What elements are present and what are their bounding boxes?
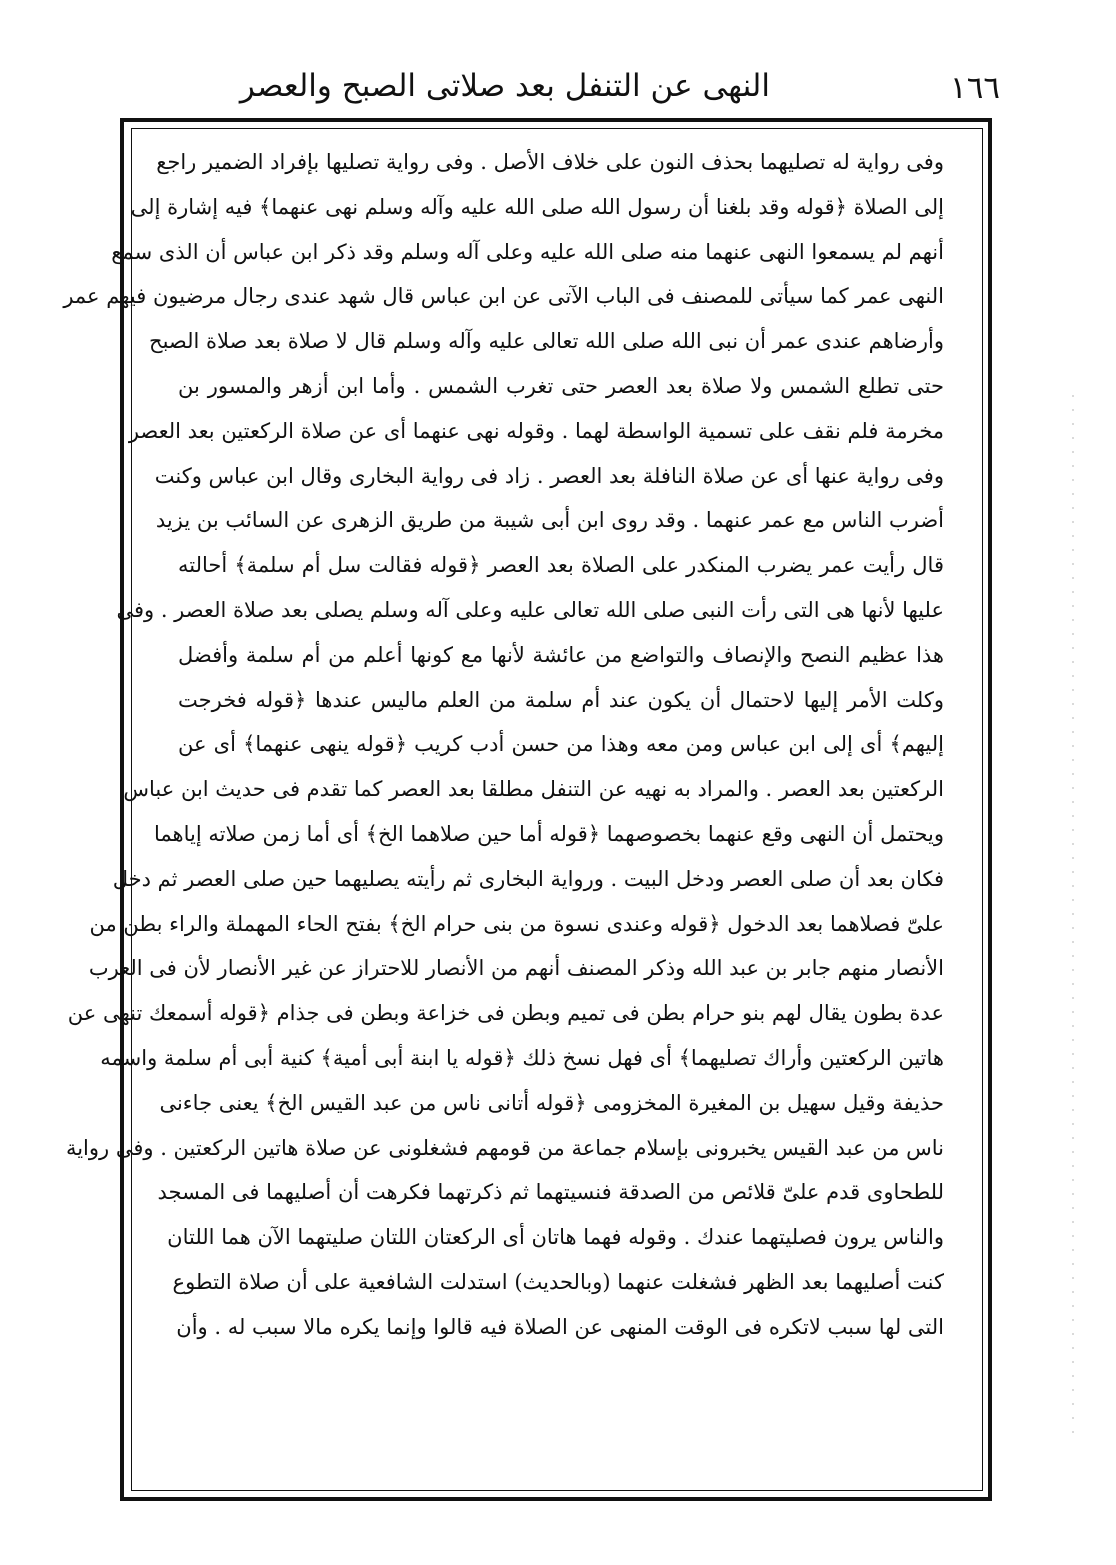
text-line: والناس يرون فصليتهما عندك . وقوله فهما هاتان أى الركعتان اللتان صليتهما الآن هما اللتان bbox=[167, 1225, 944, 1250]
text-line: ويحتمل أن النهى وقع عنهما بخصوصهما ﴿قوله أما حين صلاهما الخ﴾ أى أما زمن صلاته إياهما bbox=[153, 821, 944, 846]
text-line: حتى تطلع الشمس ولا صلاة بعد العصر حتى تغرب الشمس . وأما ابن أزهر والمسور بن bbox=[178, 373, 944, 398]
text-line: الركعتين بعد العصر . والمراد به نهيه عن التنفل مطلقا بعد العصر كما تقدم فى حديث ابن عباس bbox=[123, 777, 944, 802]
text-line: إليهم﴾ أى إلى ابن عباس ومن معه وهذا من حسن أدب كريب ﴿قوله ينهى عنهما﴾ أى عن bbox=[178, 732, 944, 757]
text-line: مخرمة فلم نقف على تسمية الواسطة لهما . وقوله نهى عنهما أى عن صلاة الركعتين بعد العصر bbox=[128, 418, 944, 443]
text-line: هاتين الركعتين وأراك تصليهما﴾ أى فهل نسخ ذلك ﴿قوله يا ابنة أبى أمية﴾ كنية أبى أم سلمة واسمه bbox=[100, 1045, 944, 1070]
text-line: عدة بطون يقال لهم بنو حرام بطن فى تميم وبطن فى خزاعة وبطن فى جذام ﴿قوله أسمعك تنهى عن bbox=[67, 1001, 944, 1026]
text-line: وكلت الأمر إليها لاحتمال أن يكون عند أم سلمة من العلم ماليس عندها ﴿قوله فخرجت bbox=[178, 687, 944, 712]
running-title: النهى عن التنفل بعد صلاتى الصبح والعصر bbox=[239, 68, 770, 104]
text-line: التى لها سبب لاتكره فى الوقت المنهى عن الصلاة فيه قالوا وإنما يكره مالا سبب له . وأن bbox=[176, 1314, 944, 1339]
text-line: للطحاوى قدم علىّ قلائص من الصدقة فنسيتهما ثم ذكرتهما فكرهت أن أصليهما فى المسجد bbox=[157, 1180, 944, 1205]
text-line: وفى رواية له تصليهما بحذف النون على خلاف الأصل . وفى رواية تصليها بإفراد الضمير راجع bbox=[156, 150, 944, 174]
scan-edge-mark bbox=[1072, 395, 1074, 1435]
text-line: أنهم لم يسمعوا النهى عنهما منه صلى الله عليه وعلى آله وسلم وقد ذكر ابن عباس أن الذى سمع bbox=[111, 239, 944, 264]
text-line: علىّ فصلاهما بعد الدخول ﴿قوله وعندى نسوة من بنى حرام الخ﴾ بفتح الحاء المهملة والراء بطن من bbox=[89, 911, 944, 936]
text-line: أضرب الناس مع عمر عنهما . وقد روى ابن أبى شيبة من طريق الزهرى عن السائب بن يزيد bbox=[155, 508, 944, 533]
text-line: النهى عمر كما سيأتى للمصنف فى الباب الآتى عن ابن عباس قال شهد عندى رجال مرضيون فيهم عمر bbox=[63, 284, 944, 309]
page-number: ١٦٦ bbox=[950, 70, 1000, 106]
text-line: ناس من عبد القيس يخبرونى بإسلام جماعة من قومهم فشغلونى عن صلاة هاتين الركعتين . وفى رواية bbox=[65, 1135, 944, 1160]
text-line: حذيفة وقيل سهيل بن المغيرة المخزومى ﴿قوله أتانى ناس من عبد القيس الخ﴾ يعنى جاءنى bbox=[159, 1090, 944, 1115]
text-line: وأرضاهم عندى عمر أن نبى الله صلى الله تعالى عليه وآله وسلم قال لا صلاة بعد صلاة الصبح bbox=[149, 329, 944, 354]
text-line: إلى الصلاة ﴿قوله وقد بلغنا أن رسول الله صلى الله عليه وآله وسلم نهى عنهما﴾ فيه إشارة إلى bbox=[130, 194, 944, 219]
text-line: كنت أصليهما بعد الظهر فشغلت عنهما (وبالحديث) استدلت الشافعية على أن صلاة التطوع bbox=[172, 1269, 944, 1294]
commentary-text bbox=[63, 140, 944, 1350]
text-line: وفى رواية عنها أى عن صلاة النافلة بعد العصر . زاد فى رواية البخارى وقال ابن عباس وكنت bbox=[154, 463, 944, 488]
page-header bbox=[120, 68, 1000, 118]
text-line: هذا عظيم النصح والإنصاف والتواضع من عائشة لأنها مع كونها أعلم من أم سلمة وأفضل bbox=[178, 642, 944, 667]
text-line: فكان بعد أن صلى العصر ودخل البيت . ورواية البخارى ثم رأيته يصليهما حين صلى العصر ثم دخل bbox=[112, 866, 944, 891]
text-line: عليها لأنها هى التى رأت النبى صلى الله تعالى عليه وعلى آله وسلم يصلى بعد صلاة العصر . وفى bbox=[116, 597, 944, 622]
text-line: الأنصار منهم جابر بن عبد الله وذكر المصنف أنهم من الأنصار للاحتراز عن غير الأنصار لأن فى العرب bbox=[88, 956, 944, 981]
text-line: قال رأيت عمر يضرب المنكدر على الصلاة بعد العصر ﴿قوله فقالت سل أم سلمة﴾ أحالته bbox=[178, 553, 944, 578]
